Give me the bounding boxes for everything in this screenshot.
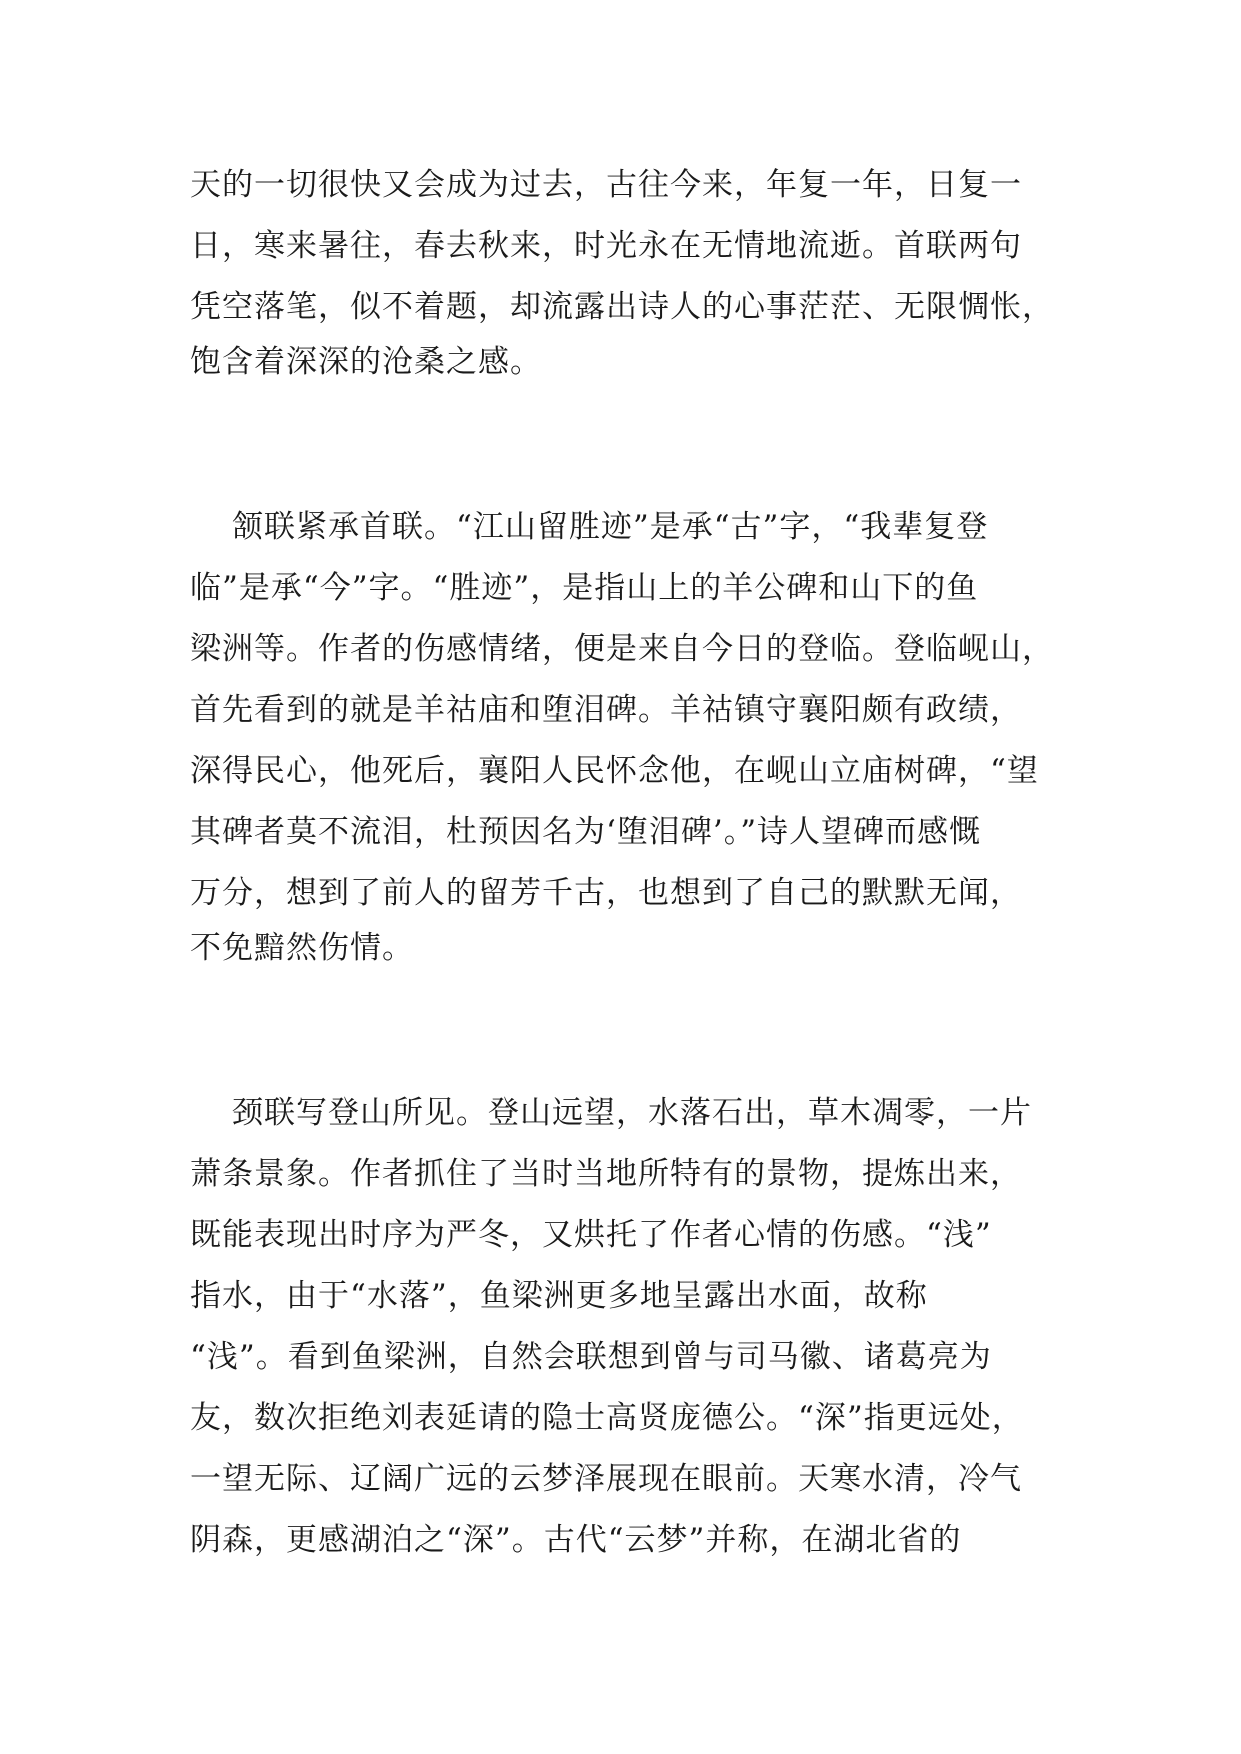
paragraph-2-line-7: 万分，想到了前人的留芳千古，也想到了自己的默默无闻，: [190, 875, 1022, 911]
paragraph-3-line-1: 颈联写登山所见。登山远望，水落石出，草木凋零，一片: [232, 1095, 1032, 1131]
paragraph-3-line-4: 指水，由于“水落”，鱼梁洲更多地呈露出水面，故称: [190, 1278, 928, 1314]
paragraph-3-line-5: “浅”。看到鱼梁洲，自然会联想到曾与司马徽、诸葛亮为: [190, 1339, 992, 1375]
paragraph-2-line-3: 梁洲等。作者的伤感情绪，便是来自今日的登临。登临岘山，: [190, 631, 1054, 667]
paragraph-2-line-5: 深得民心，他死后，襄阳人民怀念他，在岘山立庙树碑，“望: [190, 753, 1039, 789]
paragraph-3-line-3: 既能表现出时序为严冬，又烘托了作者心情的伤感。“浅”: [190, 1217, 992, 1253]
paragraph-1-line-4: 饱含着深深的沧桑之感。: [190, 344, 542, 380]
paragraph-3-line-7: 一望无际、辽阔广远的云梦泽展现在眼前。天寒水清，冷气: [190, 1461, 1022, 1497]
paragraph-2-line-4: 首先看到的就是羊祜庙和堕泪碑。羊祜镇守襄阳颇有政绩，: [190, 692, 1022, 728]
paragraph-3-line-2: 萧条景象。作者抓住了当时当地所特有的景物，提炼出来，: [190, 1156, 1022, 1192]
paragraph-1-line-2: 日，寒来暑往，春去秋来，时光永在无情地流逝。首联两句: [190, 228, 1022, 264]
paragraph-2-line-8: 不免黯然伤情。: [190, 930, 414, 966]
paragraph-2-line-2: 临”是承“今”字。“胜迹”，是指山上的羊公碑和山下的鱼: [190, 570, 979, 606]
paragraph-2-line-6: 其碑者莫不流泪，杜预因名为‘堕泪碑’。”诗人望碑而感慨: [190, 814, 982, 850]
paragraph-3-line-8: 阴森，更感湖泊之“深”。古代“云梦”并称，在湖北省的: [190, 1522, 962, 1558]
paragraph-2-line-1: 颔联紧承首联。“江山留胜迹”是承“古”字，“我辈复登: [232, 509, 989, 545]
paragraph-3-line-6: 友，数次拒绝刘表延请的隐士高贤庞德公。“深”指更远处，: [190, 1400, 1024, 1436]
paragraph-1-line-1: 天的一切很快又会成为过去，古往今来，年复一年，日复一: [190, 167, 1022, 203]
paragraph-1-line-3: 凭空落笔，似不着题，却流露出诗人的心事茫茫、无限惆怅，: [190, 289, 1054, 325]
